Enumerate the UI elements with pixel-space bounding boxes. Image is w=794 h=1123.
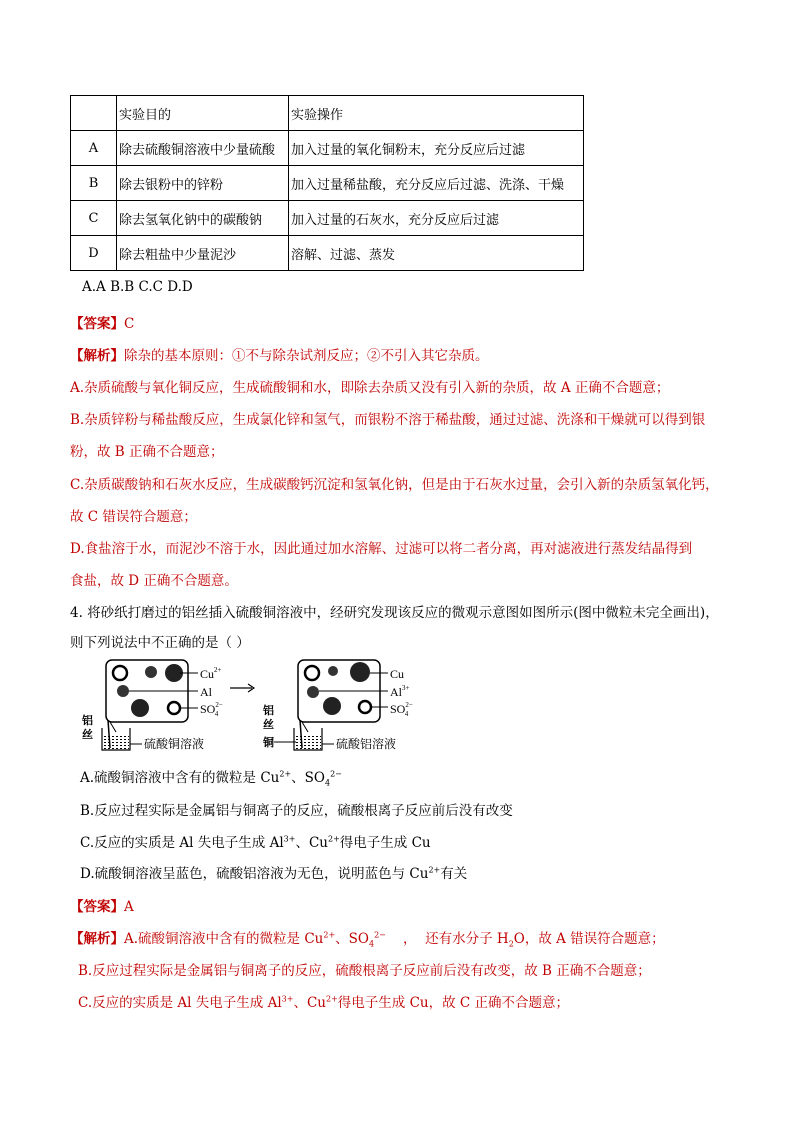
table-header-row	[71, 96, 584, 131]
q4-stem-line1: 4. 将砂纸打磨过的铝丝插入硫酸铜溶液中，经研究发现该反应的微观示意图如图所示(图中微粒未完全画出)，	[70, 605, 719, 621]
copper-atom-icon	[323, 697, 341, 715]
table-cell: 除去银粉中的锌粉	[117, 166, 289, 201]
q4-option-b: B.反应过程实际是金属铝与铜离子的反应，硫酸根离子反应前后没有改变	[80, 803, 513, 819]
table-header-cell	[71, 96, 117, 131]
beaker-zoom-line	[110, 722, 116, 732]
superscript: 2−	[330, 769, 342, 779]
analysis-text: O，故 A 错误符合题意；	[513, 931, 665, 947]
q3-analysis-a: A.杂质硫酸与氧化铜反应，生成硫酸铜和水，即除去杂质又没有引入新的杂质，故 A 正确不合题意；	[70, 380, 670, 396]
analysis-tag: 【解析】	[70, 348, 124, 364]
superscript: 2−	[374, 930, 386, 940]
beaker-zoom-line	[302, 722, 308, 732]
q4-option-c	[80, 831, 431, 851]
q3-analysis-c1: C.杂质碳酸钠和石灰水反应，生成碳酸钙沉淀和氢氧化钠，但是由于石灰水过量，会引入新的杂质氢氧化钙，	[70, 477, 719, 493]
analysis-text: A.硫酸铜溶液中含有的微粒是 Cu	[124, 931, 324, 947]
option-text: 得电子生成 Cu	[339, 835, 431, 851]
table-cell: 除去氢氧化钠中的碳酸钠	[117, 201, 289, 236]
answer-tag: 【答案】	[70, 316, 124, 332]
label-al3: $Al^{3+}$	[390, 684, 410, 699]
table-cell: 加入过量稀盐酸，充分反应后过滤、洗涤、干燥	[289, 166, 584, 201]
sulfate-ion-icon	[113, 666, 127, 680]
q4-stem-line2: 则下列说法中不正确的是（ ）	[70, 635, 250, 651]
superscript: 2+	[325, 994, 338, 1004]
q3-options-line: A.A B.B C.C D.D	[82, 279, 193, 295]
q4-analysis-c	[78, 991, 569, 1011]
table-row	[71, 166, 584, 201]
label-al: Al	[200, 685, 212, 699]
table-header-cell: 实验操作	[289, 96, 584, 131]
subscript: 4	[324, 778, 331, 788]
table-row	[71, 201, 584, 236]
q4-analysis-b: B.反应过程实际是金属铝与铜离子的反应，硫酸根离子反应前后没有改变，故 B 正确不合题意；	[78, 963, 651, 979]
analysis-text: 得电子生成 Cu，故 C 正确不合题意；	[337, 995, 570, 1011]
copper-ion-icon	[131, 699, 149, 717]
analysis-text: ， 还有水分子 H	[385, 931, 509, 947]
answer-tag: 【答案】	[70, 899, 124, 915]
option-text: C.反应的实质是 Al 失电子生成 Al	[80, 835, 284, 851]
q3-answer-line	[70, 312, 134, 332]
answer-value: C	[124, 316, 135, 332]
sulfate-ion-icon	[359, 701, 371, 713]
label-cu2: $Cu^{2+}$	[200, 666, 222, 681]
q4-option-d	[80, 862, 467, 882]
option-text: 、Cu	[295, 835, 328, 851]
table-row	[71, 236, 584, 271]
wire-label: 丝	[263, 718, 274, 731]
q3-analysis-c2: 故 C 错误符合题意；	[70, 509, 197, 525]
label-so4: $SO^{2-}$ 4	[390, 701, 413, 718]
superscript: 2+	[327, 834, 340, 844]
copper-atom-icon	[350, 662, 370, 682]
q3-analysis-d1: D.食盐溶于水，而泥沙不溶于水，因此通过加水溶解、过滤可以将二者分离，再对滤液进行蒸发结晶得到	[70, 541, 693, 557]
sulfate-ion-icon	[168, 702, 180, 714]
copper-ion-icon	[145, 666, 157, 678]
q3-analysis-b1: B.杂质锌粉与稀盐酸反应，生成氯化锌和氢气，而银粉不溶于稀盐酸，通过过滤、洗涤和干燥就可以得到银	[70, 412, 706, 428]
table-cell: 除去粗盐中少量泥沙	[117, 236, 289, 271]
table-cell: 加入过量的石灰水，充分反应后过滤	[289, 201, 584, 236]
wire-label: 铝	[82, 714, 93, 727]
subscript: 4	[368, 939, 375, 949]
q3-analysis-intro	[70, 344, 489, 364]
sulfate-ion-icon	[305, 666, 319, 680]
superscript: 3+	[281, 994, 294, 1004]
aluminum-ion-icon	[328, 666, 338, 676]
q3-analysis-b2: 粉，故 B 正确不合题意；	[70, 444, 224, 460]
table-cell: B	[71, 166, 117, 201]
solution-icon	[295, 736, 321, 749]
table-cell: D	[71, 236, 117, 271]
right-solution-label: 硫酸铝溶液	[336, 737, 397, 751]
superscript: 2+	[428, 865, 441, 875]
table-cell: 加入过量的氧化铜粉末，充分反应后过滤	[289, 131, 584, 166]
left-solution-label: 硫酸铜溶液	[144, 737, 205, 751]
q3-analysis-d2: 食盐，故 D 正确不合题意。	[70, 573, 238, 589]
q4-option-a	[80, 766, 342, 788]
wire-label: 丝	[82, 728, 93, 741]
table-cell: A	[71, 131, 117, 166]
aluminum-icon	[117, 685, 129, 697]
options-table	[70, 95, 584, 271]
solution-icon	[103, 736, 129, 749]
option-text: A.硫酸铜溶液中含有的微粒是 Cu	[80, 770, 280, 786]
superscript: 2+	[323, 930, 336, 940]
wire-label: 铜	[263, 736, 274, 749]
table-row	[71, 131, 584, 166]
superscript: 3+	[283, 834, 296, 844]
aluminum-ion-icon	[307, 686, 319, 698]
option-text: 有关	[440, 866, 468, 882]
table-cell: 溶解、过滤、蒸发	[289, 236, 584, 271]
analysis-tag: 【解析】	[70, 931, 124, 947]
table-cell: 除去硫酸铜溶液中少量硫酸	[117, 131, 289, 166]
q4-analysis-a	[70, 927, 665, 949]
reaction-diagram	[80, 658, 420, 758]
label-so4: $SO^{2-}$ 4	[200, 701, 223, 718]
option-text: 、SO	[291, 770, 325, 786]
superscript: 2+	[279, 769, 292, 779]
table-cell: C	[71, 201, 117, 236]
analysis-text: C.反应的实质是 Al 失电子生成 Al	[78, 995, 282, 1011]
analysis-text: 、Cu	[293, 995, 326, 1011]
option-text: D.硫酸铜溶液呈蓝色，硫酸铝溶液为无色，说明蓝色与 Cu	[80, 866, 429, 882]
q4-answer-line	[70, 895, 134, 915]
subscript: 2	[508, 939, 514, 949]
wire-label: 铝	[263, 704, 274, 717]
label-cu: Cu	[390, 667, 405, 681]
analysis-text: 除杂的基本原则：①不与除杂试剂反应；②不引入其它杂质。	[124, 348, 489, 364]
analysis-text: 、SO	[335, 931, 369, 947]
answer-value: A	[124, 899, 134, 915]
table-header-cell: 实验目的	[117, 96, 289, 131]
